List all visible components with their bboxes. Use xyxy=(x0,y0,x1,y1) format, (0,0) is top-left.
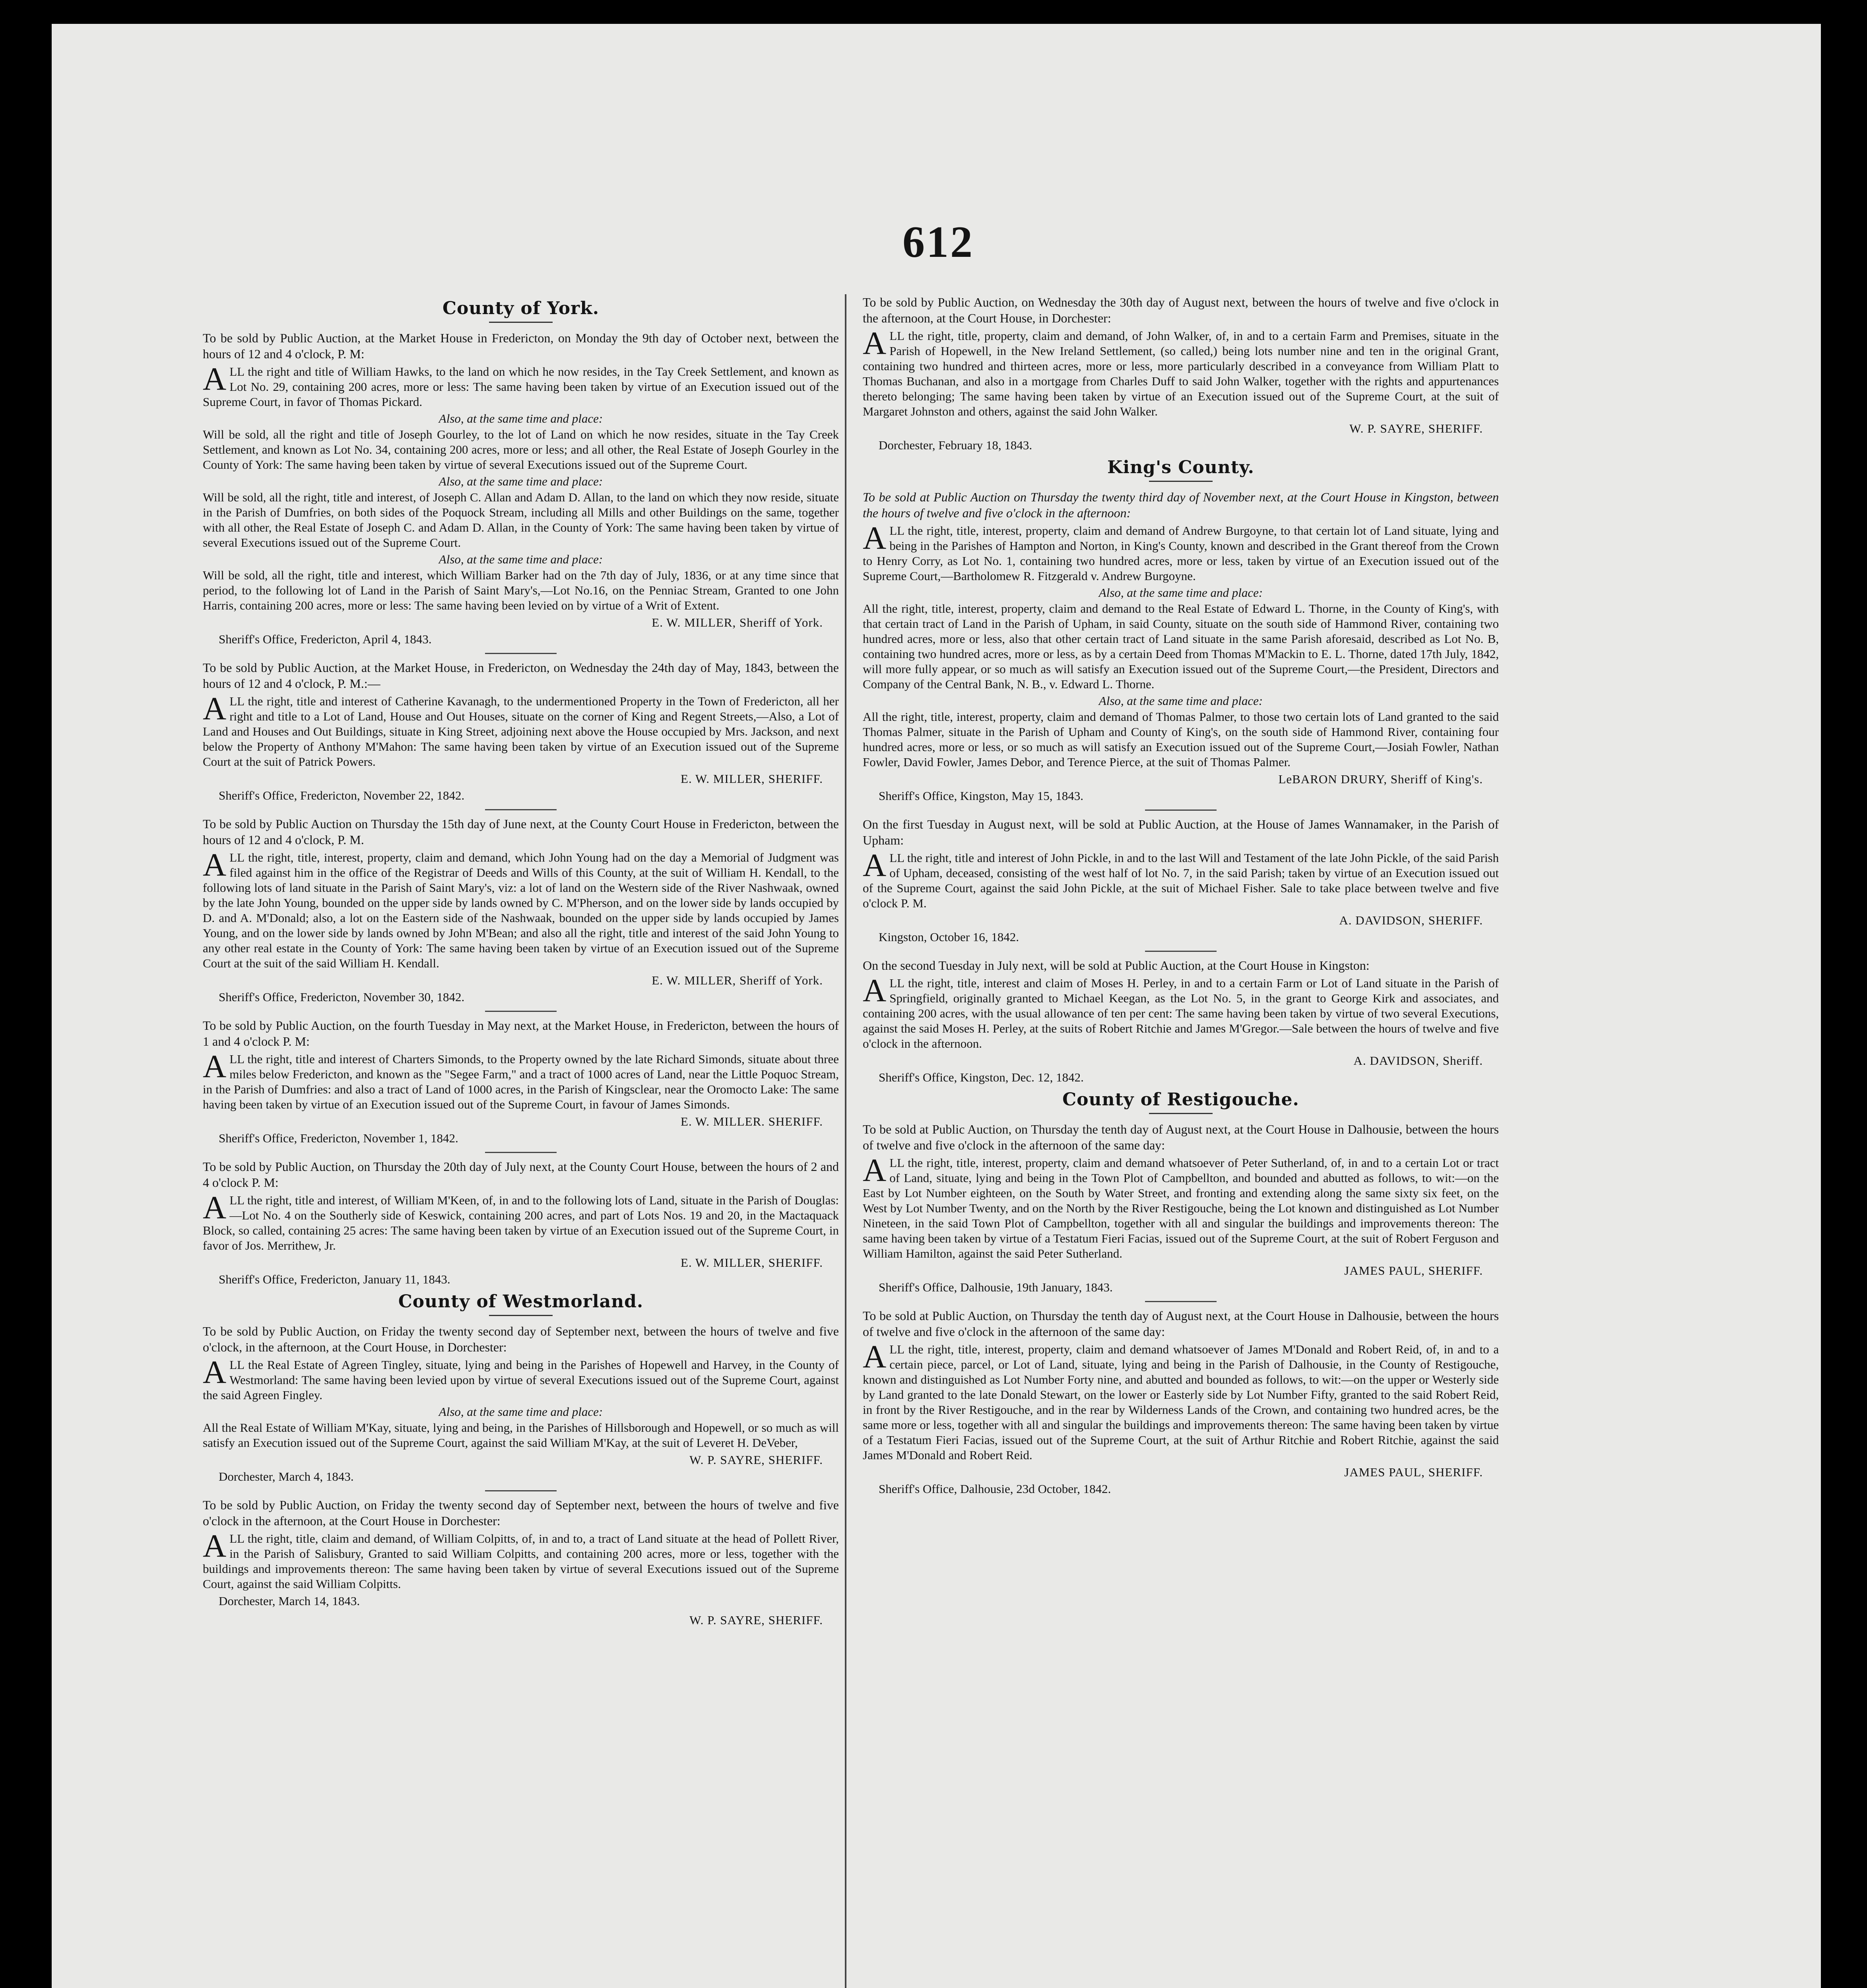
county-heading: King's County. xyxy=(1107,457,1254,478)
auction-intro: To be sold at Public Auction, on Thursday the tenth day of August next, at the Court House in Dalhousie, between the hours of twelve and five o'clock in the afternoon of the same day: xyxy=(863,1309,1499,1339)
office-date: Sheriff's Office, Dalhousie, 23d October, 1842. xyxy=(879,1482,1111,1496)
drop-cap: A xyxy=(203,361,227,397)
notice-body xyxy=(203,361,839,410)
sheriff-signature: W. P. SAYRE, SHERIFF. xyxy=(689,1453,823,1467)
notice-text: LL the right, title, interest, property, claim and demand of Andrew Burgoyne, to that certain lot of Land situate, lying and being in the Parishes of Hampton and Norton, in King's County, known and described in the Grant thereof from the Crown to Henry Corry, as Lot No. 1, containing two hundred acres, more or less, taken by virtue of an Execution issued out of the Supreme Court,—Bartholomew R. Fitzgerald v. Andrew Burgoyne. xyxy=(863,524,1499,583)
notice-text: LL the right, title, property, claim and demand, of John Walker, of, in and to a certain Farm and Premises, situate in the Parish of Hopewell, in the New Ireland Settlement, (so called,) being lots number nine and ten in the original Grant, containing two hundred and thirteen acres, more or less, more particularly described in a conveyance from William Platt to Thomas Buchanan, and also in a mortgage from Charles Duff to said John Walker, together with the rights and appurtenances thereto belonging; The same having been taken by virtue of an Execution issued out of the Supreme Court, at the suit of Margaret Johnston and others, against the said John Walker. xyxy=(863,329,1499,418)
drop-cap: A xyxy=(863,1338,887,1375)
notice-text: LL the right, title and interest of Charters Simonds, to the Property owned by the late Richard Simonds, situate about three miles below Fredericton, and known as the "Segee Farm," and a tract of 1000 acres of Land, near the Little Poquoc Stream, in the Parish of Dumfries: and also a tract of Land of 1000 acres, in the Parish of Kingsclear, near the Oromocto Lake: The same having been taken by virtue of an Execution issued out of the Supreme Court, in favour of James Simonds. xyxy=(203,1052,839,1111)
drop-cap: A xyxy=(203,690,227,726)
auction-intro: To be sold by Public Auction, on Thursday the 20th day of July next, at the County Court House, between the hours of 2 and 4 o'clock P. M: xyxy=(203,1159,839,1190)
heading-rule xyxy=(1149,481,1213,482)
sheriff-signature: W. P. SAYRE, SHERIFF. xyxy=(1349,421,1483,435)
also-line: Also, at the same time and place: xyxy=(439,474,603,488)
column-divider xyxy=(845,294,846,1988)
office-date: Sheriff's Office, Dalhousie, 19th January, 1843. xyxy=(879,1280,1113,1294)
auction-intro: To be sold by Public Auction, at the Market House in Fredericton, on Monday the 9th day of October next, between the hours of 12 and 4 o'clock, P. M: xyxy=(203,331,839,361)
notice-body: Will be sold, all the right, title and interest, of Joseph C. Allan and Adam D. Allan, to the land on which they now reside, situate in the Parish of Dumfries, on both sides of the Poquock Stream, including all Mills and other Buildings on the same, together with all other, the Real Estate of Joseph C. and Adam D. Allan, in the County of York: The same having been taken by virtue of several Executions issued out of the Supreme Court. xyxy=(203,490,839,549)
county-heading: County of Westmorland. xyxy=(398,1291,644,1312)
heading-rule xyxy=(489,322,553,323)
office-date: Dorchester, February 18, 1843. xyxy=(879,438,1032,452)
office-date: Sheriff's Office, Kingston, Dec. 12, 1842. xyxy=(879,1070,1084,1084)
sheriff-signature: E. W. MILLER. SHERIFF. xyxy=(681,1114,823,1128)
notice-separator xyxy=(1145,1301,1217,1302)
notice-body xyxy=(203,846,839,971)
heading-rule xyxy=(1149,1113,1213,1114)
office-date: Sheriff's Office, Kingston, May 15, 1843. xyxy=(879,789,1084,803)
notice-text: LL the right, title, interest, property, claim and demand whatsoever of Peter Sutherland, of, in and to a certain Lot or tract of Land, situate, lying and being in the Town Plot of Campbellton, and bounded and abutted as follows, to wit:—on the East by Lot Number eighteen, on the South by Water Street, and fronting and extending along the same sixty six feet, on the West by Lot Number Twenty, and on the North by the River Restigouche, being the Lot known and distinguished as Lot Number Nineteen, in the said Town Plot of Campbellton, together with all and singular the buildings and improvements thereon: The same having been taken by virtue of a Testatum Fieri Facias, issued out of the Supreme Court, at the suit of Robert Ferguson and William Hamilton, against the said Peter Sutherland. xyxy=(863,1156,1499,1260)
notice-text: LL the right and title of William Hawks, to the land on which he now resides, in the Tay Creek Settlement, and known as Lot No. 29, containing 200 acres, more or less: The same having been taken by virtue of an Execution issued out of the Supreme Court, in favor of Thomas Pickard. xyxy=(203,365,839,409)
notice-body: All the Real Estate of William M'Kay, situate, lying and being, in the Parishes of Hillsborough and Hopewell, or so much as will satisfy an Execution issued out of the Supreme Court, against the said William M'Kay, at the suit of Leveret H. DeVeber, xyxy=(203,1421,839,1450)
notice-text: LL the right, title and interest of John Pickle, in and to the last Will and Testament of the late John Pickle, of the said Parish of Upham, deceased, consisting of the west half of lot No. 7, in the said Parish; taken by virtue of an Execution issued out of the Supreme Court, against the said John Pickle, at the suit of Michael Fisher. Sale to take place between twelve and five o'clock P. M. xyxy=(863,851,1499,910)
notice-text: LL the right, title, claim and demand, of William Colpitts, of, in and to, a tract of Land situate at the head of Pollett River, in the Parish of Salisbury, Granted to said William Colpitts, and containing 200 acres, more or less, together with the buildings and improvements thereon: The same having been taken by virtue of several Executions issued out of the Supreme Court, against the said William Colpitts. xyxy=(203,1532,839,1591)
drop-cap: A xyxy=(203,1048,227,1084)
notice-body xyxy=(863,847,1499,911)
drop-cap: A xyxy=(863,847,887,883)
office-date: Sheriff's Office, Fredericton, November 30, 1842. xyxy=(219,990,465,1004)
notice-text: LL the right, title, interest, property, claim and demand, which John Young had on the day a Memorial of Judgment was filed against him in the office of the Registrar of Deeds and Wills of this County, at the suit of William H. Kendall, to the following lots of land situate in the Parish of Saint Mary's, viz: a lot of land on the Western side of the River Nashwaak, owned by the late John Young, bounded on the upper side by lands owned by C. M'Pherson, and on the lower side by lands occupied by D. and A. M'Donald; also, a lot on the Eastern side of the Nashwaak, bounded on the upper side by lands occupied by James Young, and on the lower side by lands owned by John M'Bean; and also all the right, title and interest of the said John Young to any other real estate in the County of York: The same having been taken by virtue of an Execution issued out of the Supreme Court at the suit of the said William H. Kendall. xyxy=(203,850,839,970)
drop-cap: A xyxy=(863,972,887,1008)
drop-cap: A xyxy=(863,1152,887,1188)
office-date: Sheriff's Office, Fredericton, January 11, 1843. xyxy=(219,1272,450,1286)
drop-cap: A xyxy=(203,1528,227,1564)
left-column xyxy=(203,294,839,1988)
notice-separator xyxy=(485,1152,557,1153)
notice-body xyxy=(863,1152,1499,1261)
sheriff-signature: LeBARON DRURY, Sheriff of King's. xyxy=(1278,772,1483,786)
notice-body xyxy=(203,1189,839,1253)
notice-body xyxy=(203,1048,839,1112)
auction-intro: On the first Tuesday in August next, will be sold at Public Auction, at the House of James Wannamaker, in the Parish of Upham: xyxy=(863,817,1499,847)
notice-separator xyxy=(485,809,557,810)
notice-body xyxy=(203,1528,839,1592)
notice-body: All the right, title, interest, property, claim and demand to the Real Estate of Edward L. Thorne, in the County of King's, with that certain tract of Land in the Parish of Upham, in said County, situate on the south side of Hammond River, containing two hundred acres, more or less, also that other certain tract of Land situate in the same Parish aforesaid, described as Lot No. B, containing two hundred acres, more or less, as by a certain Deed from Thomas M'Mackin to E. L. Thorne, dated 17th July, 1842, will more fully appear, or so much as will satisfy an Execution issued out of the Supreme Court,—the President, Directors and Company of the Central Bank, N. B., v. Edward L. Thorne. xyxy=(863,602,1499,691)
drop-cap: A xyxy=(863,325,887,361)
auction-intro: To be sold by Public Auction, on Wednesday the 30th day of August next, between the hours of twelve and five o'clock in the afternoon, at the Court House, in Dorchester: xyxy=(863,295,1499,325)
office-date: Kingston, October 16, 1842. xyxy=(879,930,1019,944)
also-line: Also, at the same time and place: xyxy=(439,1405,603,1419)
office-date: Sheriff's Office, Fredericton, April 4, 1843. xyxy=(219,632,432,646)
notice-body: All the right, title, interest, property, claim and demand of Thomas Palmer, to those two certain lots of Land granted to the said Thomas Palmer, situate in the Parish of Upham and County of King's, on the south side of Hammond River, containing four hundred acres, more or less, or so much as will satisfy an Execution issued out of the Supreme Court,—Josiah Fowler, Nathan Fowler, David Fowler, James Debor, and Terence Pierce, at the suit of Thomas Palmer. xyxy=(863,710,1499,769)
sheriff-signature: A. DAVIDSON, SHERIFF. xyxy=(1339,913,1483,927)
notice-text: LL the right, title and interest, of William M'Keen, of, in and to the following lots of Land, situate in the Parish of Douglas:—Lot No. 4 on the Southerly side of Keswick, containing 200 acres, and part of Lots Nos. 19 and 20, in the Mactaquack Block, so called, containing 25 acres: The same having been taken by virtue of an Execution issued out of the Supreme Court, in favor of Jos. Merrithew, Jr. xyxy=(203,1193,839,1252)
auction-intro: To be sold by Public Auction, on the fourth Tuesday in May next, at the Market House, in Fredericton, between the hours of 1 and 4 o'clock P. M: xyxy=(203,1018,839,1048)
drop-cap: A xyxy=(863,520,887,556)
sheriff-signature: E. W. MILLER, Sheriff of York. xyxy=(652,615,823,629)
page-number: 612 xyxy=(902,217,974,267)
notice-text: LL the right, title, interest and claim of Moses H. Perley, in and to a certain Farm or Lot of Land situate in the Parish of Springfield, originally granted to Michael Keegan, as the Lot No. 5, in the grant to George Kirk and associates, and containing 200 acres, with the usual allowance of ten per cent: The same having been taken by virtue of two several Executions, against the said Moses H. Perley, at the suits of Robert Ritchie and James M'Gregor.—Sale between the hours of twelve and five o'clock in the afternoon. xyxy=(863,976,1499,1050)
notice-text: LL the right, title, interest, property, claim and demand whatsoever of James M'Donald and Robert Reid, of, in and to a certain piece, parcel, or Lot of Land, situate, lying and being in the Parish of Dalhousie, in the County of Restigouche, known and distinguished as Lot Number Forty nine, and abutted and bounded as follows, to wit:—on the upper or Westerly side by Land granted to the late Donald Stewart, on the lower or Easterly side by Lot Number Fifty, granted to the said Robert Reid, in front by the River Restigouche, and in the rear by Wilderness Lands of the Crown, and containing two hundred acres, be the same more or less, together with all and singular the buildings and improvements thereon: The same having been taken by virtue of a Testatum Fieri Facias, issued out of the Supreme Court, at the suit of Arthur Ritchie and Robert Ritchie, against the said James M'Donald and Robert Reid. xyxy=(863,1342,1499,1462)
also-line: Also, at the same time and place: xyxy=(1098,694,1263,708)
auction-intro: To be sold at Public Auction on Thursday the twenty third day of November next, at the Court House in Kingston, between the hours of twelve and five o'clock in the afternoon: xyxy=(863,490,1499,520)
notice-separator xyxy=(1145,810,1217,811)
office-date: Sheriff's Office, Fredericton, November 1, 1842. xyxy=(219,1131,458,1145)
auction-intro: To be sold at Public Auction, on Thursday the tenth day of August next, at the Court House in Dalhousie, between the hours of twelve and five o'clock in the afternoon of the same day: xyxy=(863,1122,1499,1152)
notice-text: LL the right, title and interest of Catherine Kavanagh, to the undermentioned Property in the Town of Fredericton, all her right and title to a Lot of Land, House and Out Houses, situate on the corner of King and Regent Streets,—Also, a Lot of Land and Houses and Out Buildings, situate in King Street, adjoining next above the House occupied by Mrs. Jackson, and next below the Property of Anthony M'Mahon: The same having been taken by virtue of an Execution issued out of the Supreme Court at the suit of Patrick Powers. xyxy=(203,694,839,769)
drop-cap: A xyxy=(203,1354,227,1390)
notice-body xyxy=(203,690,839,769)
drop-cap: A xyxy=(203,1189,227,1225)
notice-body xyxy=(863,325,1499,419)
sheriff-signature: A. DAVIDSON, Sheriff. xyxy=(1353,1054,1483,1068)
notice-body xyxy=(203,1354,839,1403)
also-line: Also, at the same time and place: xyxy=(439,412,603,425)
sheriff-signature: E. W. MILLER, Sheriff of York. xyxy=(652,973,823,987)
notice-body: Will be sold, all the right and title of Joseph Gourley, to the lot of Land on which he now resides, situate in the Tay Creek Settlement, and known as Lot No. 34, containing 200 acres, more or less; and all other, the Real Estate of Joseph Gourley in the County of York: The same having been taken by virtue of several Executions issued out of the Supreme Court. xyxy=(203,427,839,472)
sheriff-signature: W. P. SAYRE, SHERIFF. xyxy=(689,1613,823,1627)
auction-intro: To be sold by Public Auction on Thursday the 15th day of June next, at the County Court House in Fredericton, between the hours of 12 and 4 o'clock, P. M. xyxy=(203,817,839,847)
notice-separator xyxy=(1145,951,1217,952)
notice-separator xyxy=(485,1490,557,1491)
notice-body xyxy=(863,972,1499,1051)
notice-separator xyxy=(485,653,557,654)
sheriff-signature: E. W. MILLER, SHERIFF. xyxy=(681,1256,823,1270)
notice-separator xyxy=(485,1011,557,1012)
auction-intro: To be sold by Public Auction, on Friday the twenty second day of September next, between the hours of twelve and five o'clock in the afternoon, at the Court House in Dorchester: xyxy=(203,1498,839,1528)
office-date: Dorchester, March 4, 1843. xyxy=(219,1470,354,1483)
office-date: Sheriff's Office, Fredericton, November 22, 1842. xyxy=(219,788,465,802)
auction-intro: On the second Tuesday in July next, will be sold at Public Auction, at the Court House in Kingston: xyxy=(863,958,1370,973)
sheriff-signature: E. W. MILLER, SHERIFF. xyxy=(681,772,823,786)
auction-intro: To be sold by Public Auction, on Friday the twenty second day of September next, between the hours of twelve and five o'clock, in the afternoon, at the Court House, in Dorchester: xyxy=(203,1324,839,1354)
gazette-page xyxy=(52,24,1821,1988)
notice-body xyxy=(863,1338,1499,1463)
county-heading: County of York. xyxy=(442,298,600,318)
right-column xyxy=(863,294,1499,1988)
drop-cap: A xyxy=(203,846,227,883)
sheriff-signature: JAMES PAUL, SHERIFF. xyxy=(1344,1465,1483,1479)
office-date: Dorchester, March 14, 1843. xyxy=(219,1594,360,1608)
also-line: Also, at the same time and place: xyxy=(439,552,603,566)
notice-body: Will be sold, all the right, title and interest, which William Barker had on the 7th day of July, 1836, or at any time since that period, to the following lot of Land in the Parish of Saint Mary's,—Lot No.16, on the Penniac Stream, Granted to one John Harris, containing 200 acres, more or less: The same having been levied on by virtue of a Writ of Extent. xyxy=(203,568,839,612)
sheriff-signature: JAMES PAUL, SHERIFF. xyxy=(1344,1264,1483,1277)
also-line: Also, at the same time and place: xyxy=(1098,586,1263,600)
auction-intro: To be sold by Public Auction, at the Market House, in Fredericton, on Wednesday the 24th day of May, 1843, between the hours of 12 and 4 o'clock, P. M.:— xyxy=(203,660,839,691)
notice-body xyxy=(863,520,1499,584)
notice-text: LL the Real Estate of Agreen Tingley, situate, lying and being in the Parishes of Hopewell and Harvey, in the County of Westmorland: The same having been levied upon by virtue of several Executions issued out of the Supreme Court, against the said Agreen Fingley. xyxy=(203,1358,839,1402)
heading-rule xyxy=(489,1315,553,1316)
county-heading: County of Restigouche. xyxy=(1062,1089,1299,1110)
